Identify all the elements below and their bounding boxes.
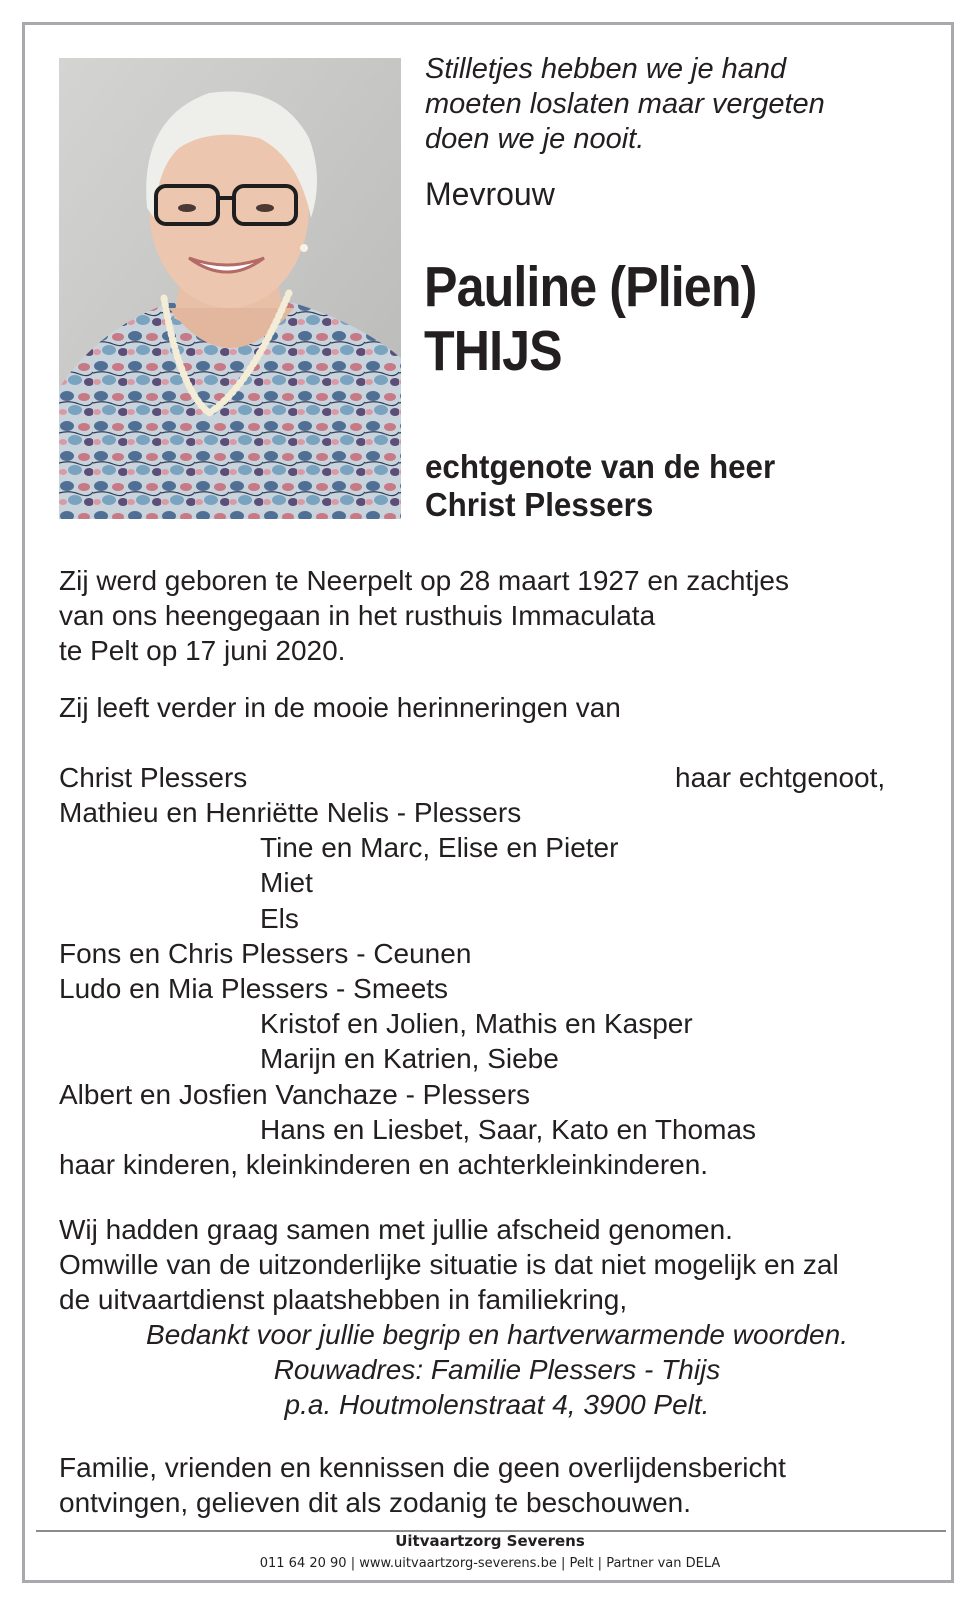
spouse-name: Christ Plessers [425,486,654,523]
thanks-line: Bedankt voor jullie begrip en hartverwarmende woorden. [146,1319,848,1350]
closing-block [59,1317,935,1422]
address-line: p.a. Houtmolenstraat 4, 3900 Pelt. [284,1389,710,1420]
paragraph-line: Familie, vrienden en kennissen die geen overlijdensbericht [59,1452,786,1483]
spouse-entry-role: haar echtgenoot, [675,762,886,793]
family-member-line-indented: Hans en Liesbet, Saar, Kato en Thomas [260,1114,757,1145]
honorific: Mevrouw [425,176,555,212]
name-line: Pauline (Plien) [424,255,757,319]
deceased-name [424,255,756,383]
spouse-relation [425,448,775,524]
family-member-line: Albert en Josfien Vanchaze - Plessers [59,1079,531,1110]
paragraph-line: ontvingen, gelieven dit als zodanig te beschouwen. [59,1487,691,1518]
family-member-line: Fons en Chris Plessers - Ceunen [59,938,472,969]
quote-line: doen we je nooit. [425,123,645,155]
family-member-line-indented: Miet [260,867,313,898]
portrait-photo [59,58,401,519]
family-member-line-indented: Marijn en Katrien, Siebe [260,1043,559,1074]
family-member-line-indented: Kristof en Jolien, Mathis en Kasper [260,1008,693,1039]
memory-intro: Zij leeft verder in de mooie herinneringen van [59,692,621,723]
paragraph-line: Omwille van de uitzonderlijke situatie is dat niet mogelijk en zal [59,1249,839,1280]
spouse-line: echtgenote van de heer [425,448,776,485]
paragraph-line: de uitvaartdienst plaatshebben in familiekring, [59,1284,628,1315]
birth-death-paragraph [59,563,789,668]
address-name-line: Rouwadres: Familie Plessers - Thijs [273,1354,721,1385]
quote-line: moeten loslaten maar vergeten [425,88,825,120]
family-member-line-indented: Tine en Marc, Elise en Pieter [260,832,619,863]
paragraph-line: te Pelt op 17 juni 2020. [59,635,346,666]
paragraph-line: van ons heengegaan in het rusthuis Immaculata [59,600,656,631]
family-member-line: haar kinderen, kleinkinderen en achterkleinkinderen. [59,1149,709,1180]
memorial-quote [425,52,825,157]
surname-line: THIJS [424,319,562,383]
quote-line: Stilletjes hebben we je hand [425,53,787,85]
paragraph-line: Zij werd geboren te Neerpelt op 28 maart 1927 en zachtjes [59,565,789,596]
family-member-line-indented: Els [260,903,299,934]
funeral-company-info: 011 64 20 90 | www.uitvaartzorg-severens.be | Pelt | Partner van DELA [259,1556,721,1571]
funeral-company-name: Uitvaartzorg Severens [395,1532,585,1550]
paragraph-line: Wij hadden graag samen met jullie afscheid genomen. [59,1214,733,1245]
family-member-line: Ludo en Mia Plessers - Smeets [59,973,449,1004]
notice-paragraph [59,1450,786,1520]
spouse-entry-name: Christ Plessers [59,762,248,793]
family-member-line: Mathieu en Henriëtte Nelis - Plessers [59,797,522,828]
farewell-paragraph [59,1212,839,1317]
